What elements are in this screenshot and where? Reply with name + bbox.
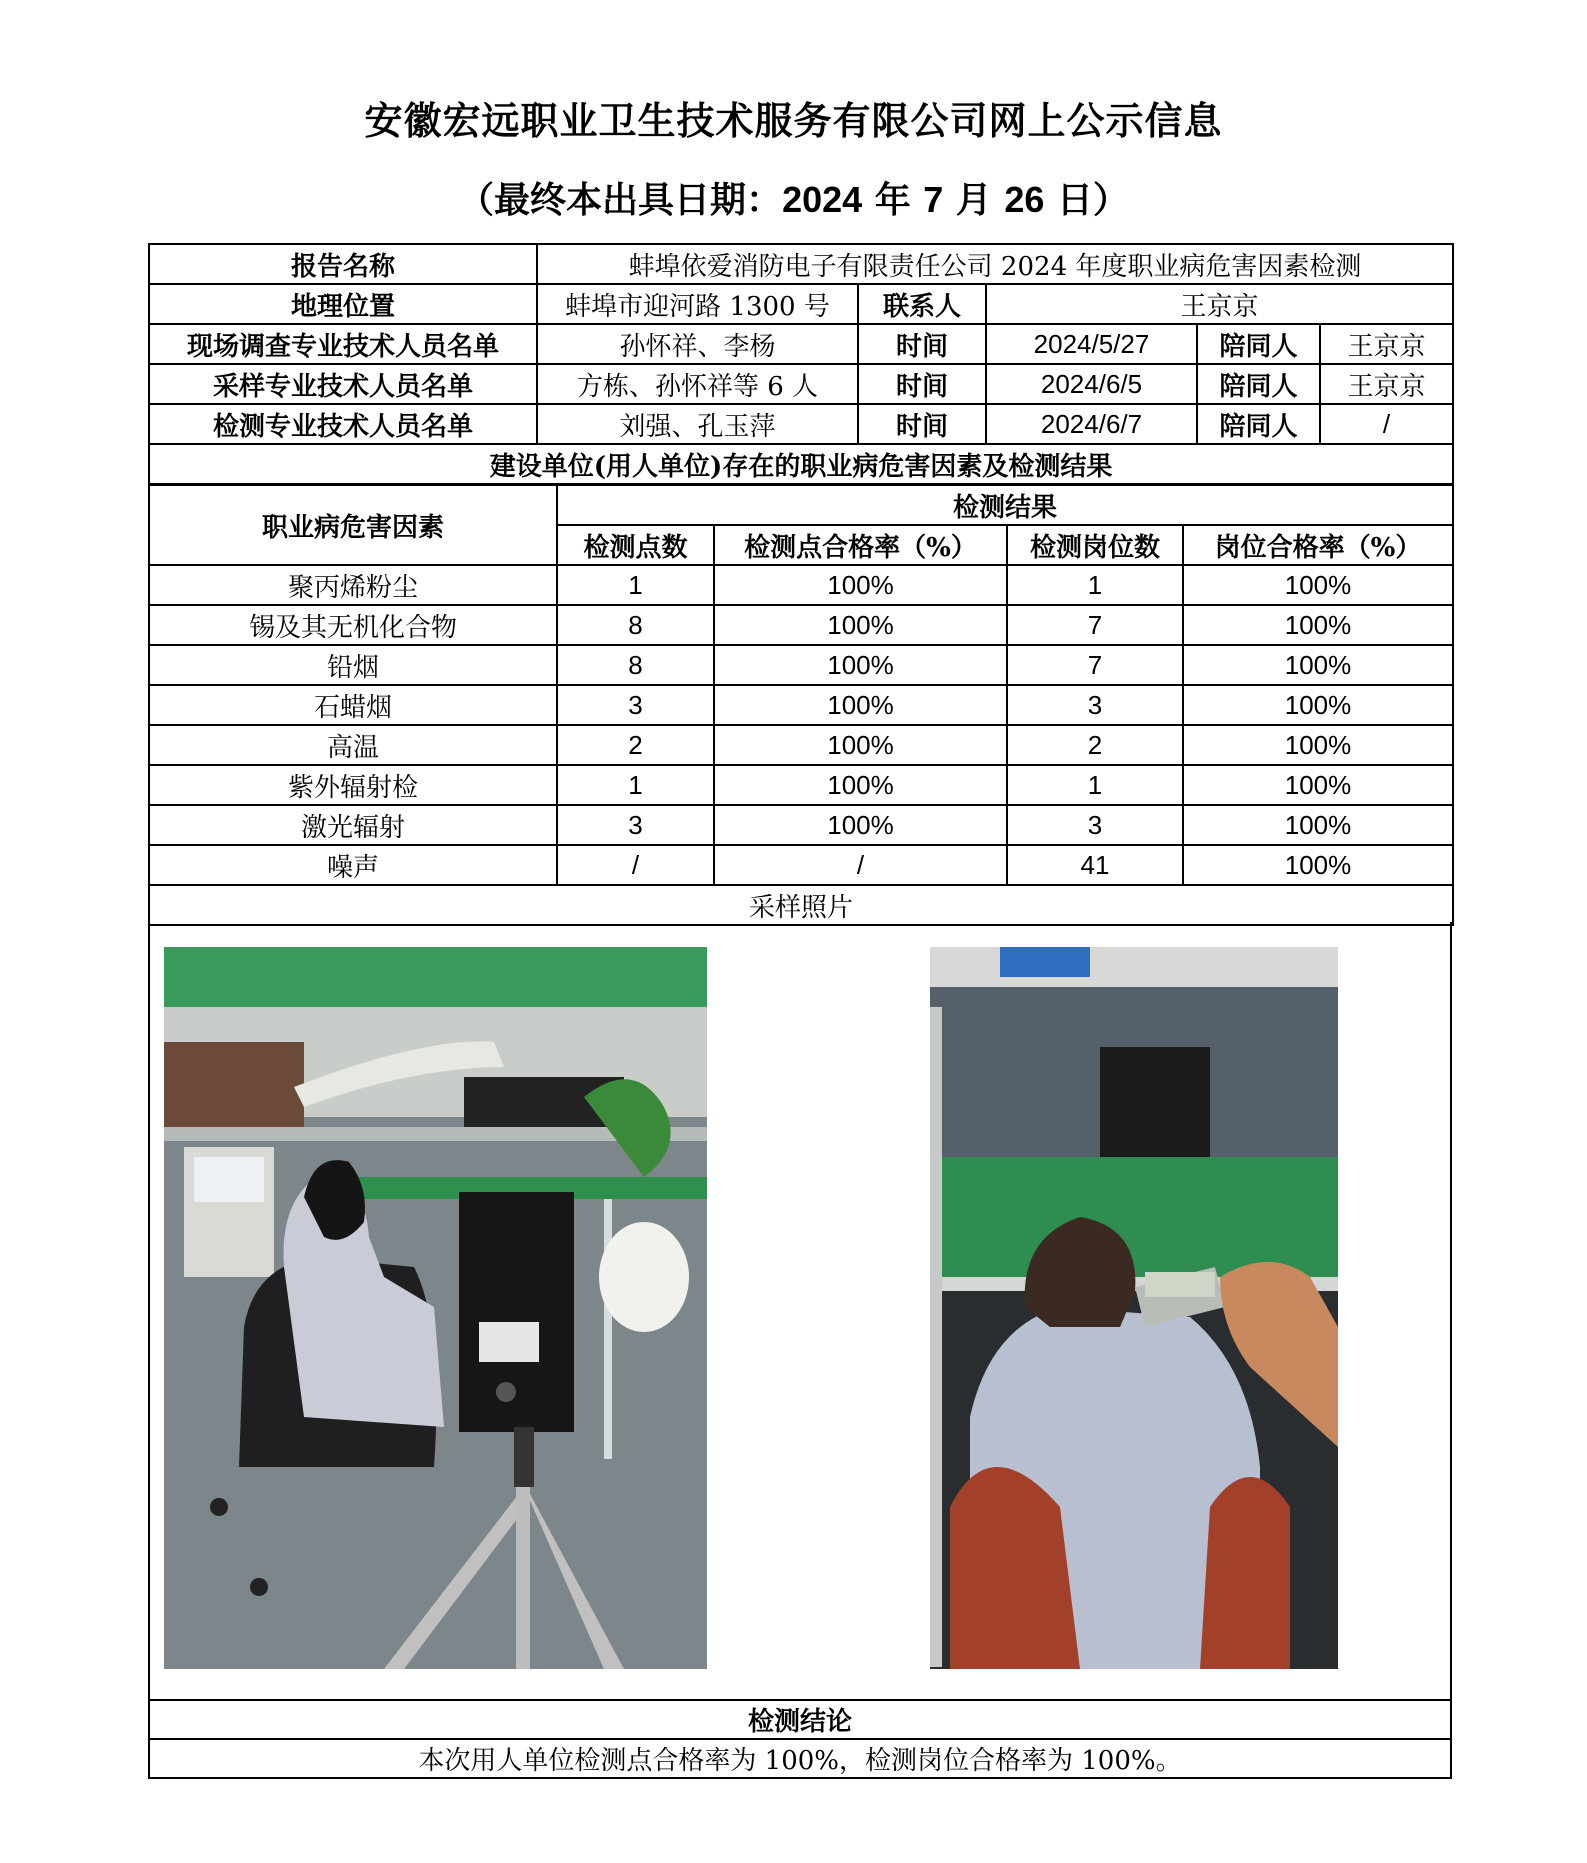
testing-time-value: 2024/6/7 (986, 404, 1197, 444)
point-rate: 100% (714, 765, 1007, 805)
conclusion-title: 检测结论 (149, 1700, 1451, 1739)
point-rate: 100% (714, 565, 1007, 605)
point-count: 8 (557, 645, 714, 685)
photo-area (148, 922, 1452, 1700)
survey-time-value: 2024/5/27 (986, 324, 1197, 364)
table-row (149, 645, 1453, 685)
testing-escort-value: / (1320, 404, 1453, 444)
post-count: 3 (1007, 805, 1183, 845)
point-rate: 100% (714, 685, 1007, 725)
page-title: 安徽宏远职业卫生技术服务有限公司网上公示信息 (364, 98, 1223, 143)
factor-name: 铅烟 (149, 645, 557, 685)
survey-staff-value: 孙怀祥、李杨 (537, 324, 858, 364)
post-rate: 100% (1183, 605, 1453, 645)
issue-day-unit: 日） (1044, 179, 1129, 221)
location-value: 蚌埠市迎河路 1300 号 (537, 284, 858, 324)
conclusion-text-row (149, 1739, 1451, 1778)
sampling-row (149, 364, 1453, 404)
contact-label: 联系人 (858, 284, 986, 324)
location-row (149, 284, 1453, 324)
photos-label: 采样照片 (149, 885, 1453, 925)
issue-month-unit: 月 (943, 179, 1005, 221)
post-count: 7 (1007, 605, 1183, 645)
post-rate: 100% (1183, 805, 1453, 845)
sampling-time-label: 时间 (858, 364, 986, 404)
post-count: 2 (1007, 725, 1183, 765)
survey-escort-label: 陪同人 (1197, 324, 1320, 364)
sampling-escort-value: 王京京 (1320, 364, 1453, 404)
point-rate: / (714, 845, 1007, 885)
point-count: 1 (557, 565, 714, 605)
report-name-row (149, 244, 1453, 284)
point-count: 3 (557, 685, 714, 725)
point-count: 8 (557, 605, 714, 645)
survey-escort-value: 王京京 (1320, 324, 1453, 364)
point-rate: 100% (714, 725, 1007, 765)
survey-staff-label: 现场调查专业技术人员名单 (149, 324, 537, 364)
sampling-staff-value: 方栋、孙怀祥等 6 人 (537, 364, 858, 404)
photo-sampling-pump-image (164, 947, 707, 1669)
report-name-value: 蚌埠依爱消防电子有限责任公司 2024 年度职业病危害因素检测 (537, 244, 1453, 284)
issue-year: 2024 (782, 179, 863, 220)
col-points-header: 检测点数 (557, 525, 714, 565)
sampling-escort-label: 陪同人 (1197, 364, 1320, 404)
testing-escort-label: 陪同人 (1197, 404, 1320, 444)
results-header-row (149, 485, 1453, 525)
col-point-rate-header: 检测点合格率（%） (714, 525, 1007, 565)
table-row (149, 605, 1453, 645)
col-post-rate-header: 岗位合格率（%） (1183, 525, 1453, 565)
post-rate: 100% (1183, 645, 1453, 685)
point-count: 3 (557, 805, 714, 845)
factor-name: 激光辐射 (149, 805, 557, 845)
sampling-staff-label: 采样专业技术人员名单 (149, 364, 537, 404)
location-label: 地理位置 (149, 284, 537, 324)
factor-name: 噪声 (149, 845, 557, 885)
issue-date (0, 172, 1587, 223)
post-count: 1 (1007, 565, 1183, 605)
factor-name: 聚丙烯粉尘 (149, 565, 557, 605)
factor-name: 高温 (149, 725, 557, 765)
post-count: 3 (1007, 685, 1183, 725)
issue-year-unit: 年 (862, 179, 924, 221)
survey-time-label: 时间 (858, 324, 986, 364)
table-row (149, 725, 1453, 765)
section-title: 建设单位(用人单位)存在的职业病危害因素及检测结果 (149, 444, 1453, 484)
point-rate: 100% (714, 645, 1007, 685)
photo-noise-meter-image (930, 947, 1338, 1669)
photo-sampling-pump (164, 947, 707, 1669)
point-rate: 100% (714, 805, 1007, 845)
post-rate: 100% (1183, 565, 1453, 605)
survey-row (149, 324, 1453, 364)
post-rate: 100% (1183, 725, 1453, 765)
table-row (149, 685, 1453, 725)
conclusion-table (148, 1699, 1452, 1779)
post-count: 7 (1007, 645, 1183, 685)
post-rate: 100% (1183, 685, 1453, 725)
report-name-label: 报告名称 (149, 244, 537, 284)
conclusion-title-row (149, 1700, 1451, 1739)
section-title-row (149, 444, 1453, 484)
post-rate: 100% (1183, 845, 1453, 885)
testing-staff-label: 检测专业技术人员名单 (149, 404, 537, 444)
table-row (149, 565, 1453, 605)
photos-label-row (149, 885, 1453, 925)
sampling-time-value: 2024/6/5 (986, 364, 1197, 404)
factor-name: 石蜡烟 (149, 685, 557, 725)
contact-value: 王京京 (986, 284, 1453, 324)
post-count: 41 (1007, 845, 1183, 885)
result-header: 检测结果 (557, 485, 1453, 525)
testing-time-label: 时间 (858, 404, 986, 444)
issue-day: 26 (1004, 179, 1045, 220)
issue-date-prefix: （最终本出具日期： (458, 179, 783, 221)
photo-noise-meter (930, 947, 1338, 1669)
col-posts-header: 检测岗位数 (1007, 525, 1183, 565)
point-count: / (557, 845, 714, 885)
table-row (149, 765, 1453, 805)
point-count: 2 (557, 725, 714, 765)
point-count: 1 (557, 765, 714, 805)
table-row (149, 805, 1453, 845)
factor-name: 锡及其无机化合物 (149, 605, 557, 645)
post-count: 1 (1007, 765, 1183, 805)
factor-name: 紫外辐射检 (149, 765, 557, 805)
issue-month: 7 (923, 179, 944, 220)
testing-staff-value: 刘强、孔玉萍 (537, 404, 858, 444)
conclusion-text: 本次用人单位检测点合格率为 100%，检测岗位合格率为 100%。 (149, 1739, 1451, 1778)
testing-row (149, 404, 1453, 444)
table-row (149, 845, 1453, 885)
point-rate: 100% (714, 605, 1007, 645)
post-rate: 100% (1183, 765, 1453, 805)
results-table (148, 484, 1454, 926)
report-info-table (148, 243, 1454, 485)
factor-header: 职业病危害因素 (149, 485, 557, 565)
